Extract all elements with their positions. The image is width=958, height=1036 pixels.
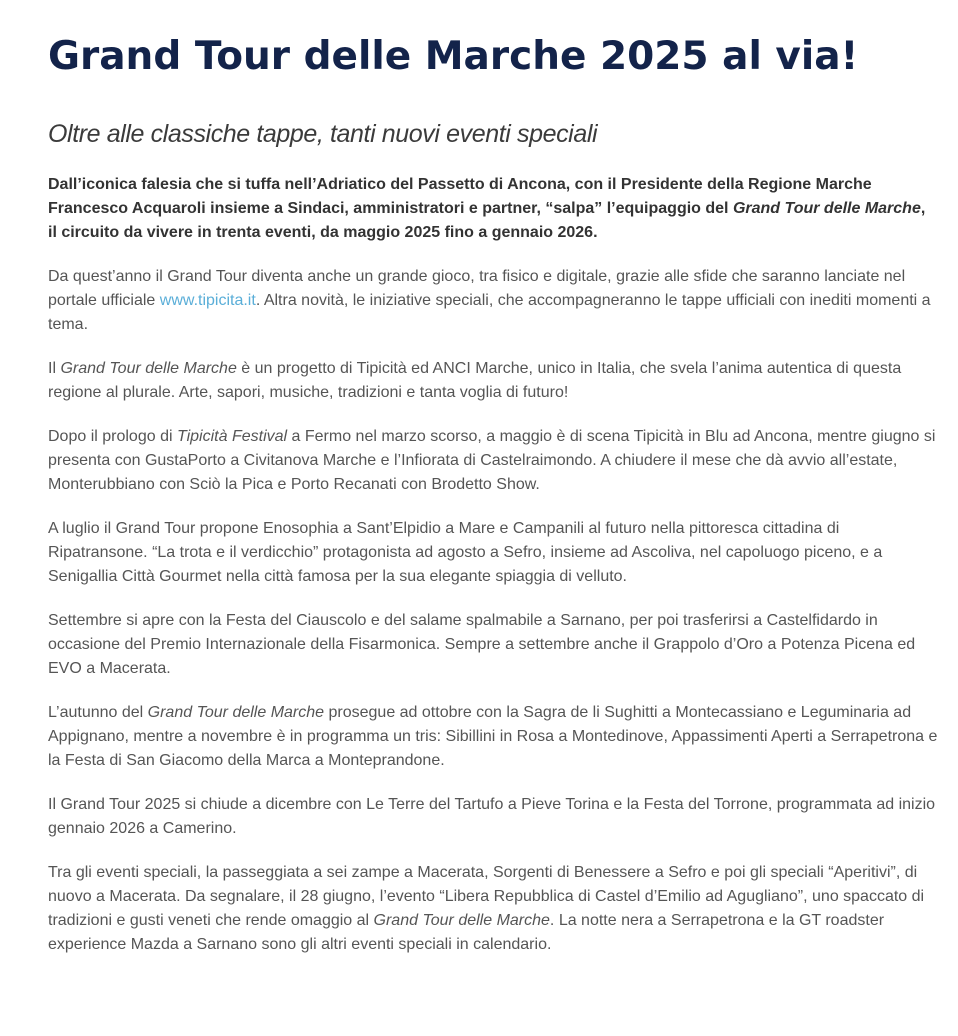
intro-text-1: Dall’iconica falesia che si tuffa nell’Adriatico del Passetto di Ancona, con il Presidente della Regione Marche Francesco Acquaroli insieme a Sindaci, amministratori e partner, “salpa” l’equipaggio del	[48, 176, 872, 217]
paragraph-emphasis: Grand Tour delle Marche	[60, 360, 237, 377]
paragraph-september	[48, 609, 938, 681]
paragraph-autumn	[48, 701, 938, 773]
paragraph-text: L’autunno del	[48, 704, 148, 721]
tipicita-link[interactable]: www.tipicita.it	[159, 292, 256, 309]
paragraph-text: Il	[48, 360, 61, 377]
paragraph-summer	[48, 517, 938, 589]
intro-emphasis: Grand Tour delle Marche	[732, 200, 921, 217]
paragraph-text: prosegue ad ottobre con la Sagra de li Sughitti a Montecassiano e Leguminaria ad Appignano, mentre a novembre è in programma un tris: Sibillini in Rosa a Montedinove, Appassimenti Aperti a Serrapetrona e la Festa di San Giacomo della Marca a Monteprandone.	[48, 704, 938, 769]
paragraph-text: . La notte nera a Serrapetrona e la GT roadster experience Mazda a Sarnano sono gli altri eventi speciali in calendario.	[48, 912, 885, 953]
paragraph-game	[48, 265, 938, 337]
paragraph-special-events	[48, 861, 938, 957]
paragraph-december	[48, 793, 938, 841]
page-title: Grand Tour delle Marche 2025 al via!	[48, 34, 859, 79]
paragraph-text: è un progetto di Tipicità ed ANCI Marche, unico in Italia, che svela l’anima autentica di questa regione al plurale. Arte, sapori, musiche, tradizioni e tanta voglia di futuro!	[48, 360, 902, 401]
paragraph-text: a Fermo nel marzo scorso, a maggio è di scena Tipicità in Blu ad Ancona, mentre giugno si presenta con GustaPorto a Civitanova Marche e l’Infiorata di Castelraimondo. A chiudere il mese che dà avvio all’estate, Monterubbiano con Sciò la Pica e Porto Recanati con Brodetto Show.	[48, 428, 936, 493]
paragraph-text: A luglio il Grand Tour propone Enosophia a Sant’Elpidio a Mare e Campanili al futuro nella pittoresca cittadina di Ripatransone. “La trota e il verdicchio” protagonista ad agosto a Sefro, insieme ad Ascoliva, nel capoluogo piceno, e a Senigallia Città Gourmet nella città famosa per la sua elegante spiaggia di velluto.	[48, 520, 883, 585]
paragraph-project	[48, 357, 938, 405]
paragraph-text: Settembre si apre con la Festa del Ciauscolo e del salame spalmabile a Sarnano, per poi trasferirsi a Castelfidardo in occasione del Premio Internazionale della Fisarmonica. Sempre a settembre anche il Grappolo d’Oro a Potenza Picena ed EVO a Macerata.	[48, 612, 916, 677]
paragraph-emphasis: Grand Tour delle Marche	[373, 912, 550, 929]
paragraph-emphasis: Grand Tour delle Marche	[147, 704, 325, 721]
paragraph-spring	[48, 425, 938, 497]
paragraph-text: Da quest’anno il Grand Tour diventa anche un grande gioco, tra fisico e digitale, grazie alle sfide che saranno lanciate nel portale ufficiale	[48, 268, 906, 309]
paragraph-text: Tra gli eventi speciali, la passeggiata a sei zampe a Macerata, Sorgenti di Benessere a Sefro e poi gli speciali “Aperitivi”, di nuovo a Macerata. Da segnalare, il 28 giugno, l’evento “Libera Repubblica di Castel d’Emilio ad Agugliano”, uno spaccato di tradizioni e gusti veneti che rende omaggio al	[48, 864, 925, 929]
page-subtitle: Oltre alle classiche tappe, tanti nuovi eventi speciali	[48, 120, 598, 148]
intro-text-2: , il circuito da vivere in trenta eventi, da maggio 2025 fino a gennaio 2026.	[48, 200, 926, 241]
paragraph-text: Il Grand Tour 2025 si chiude a dicembre con Le Terre del Tartufo a Pieve Torina e la Festa del Torrone, programmata ad inizio gennaio 2026 a Camerino.	[48, 796, 936, 837]
paragraph-text: . Altra novità, le iniziative speciali, che accompagneranno le tappe ufficiali con inediti momenti a tema.	[48, 292, 931, 333]
paragraph-emphasis: Tipicità Festival	[176, 428, 288, 445]
intro-paragraph	[48, 173, 938, 245]
paragraph-text: Dopo il prologo di	[48, 428, 177, 445]
